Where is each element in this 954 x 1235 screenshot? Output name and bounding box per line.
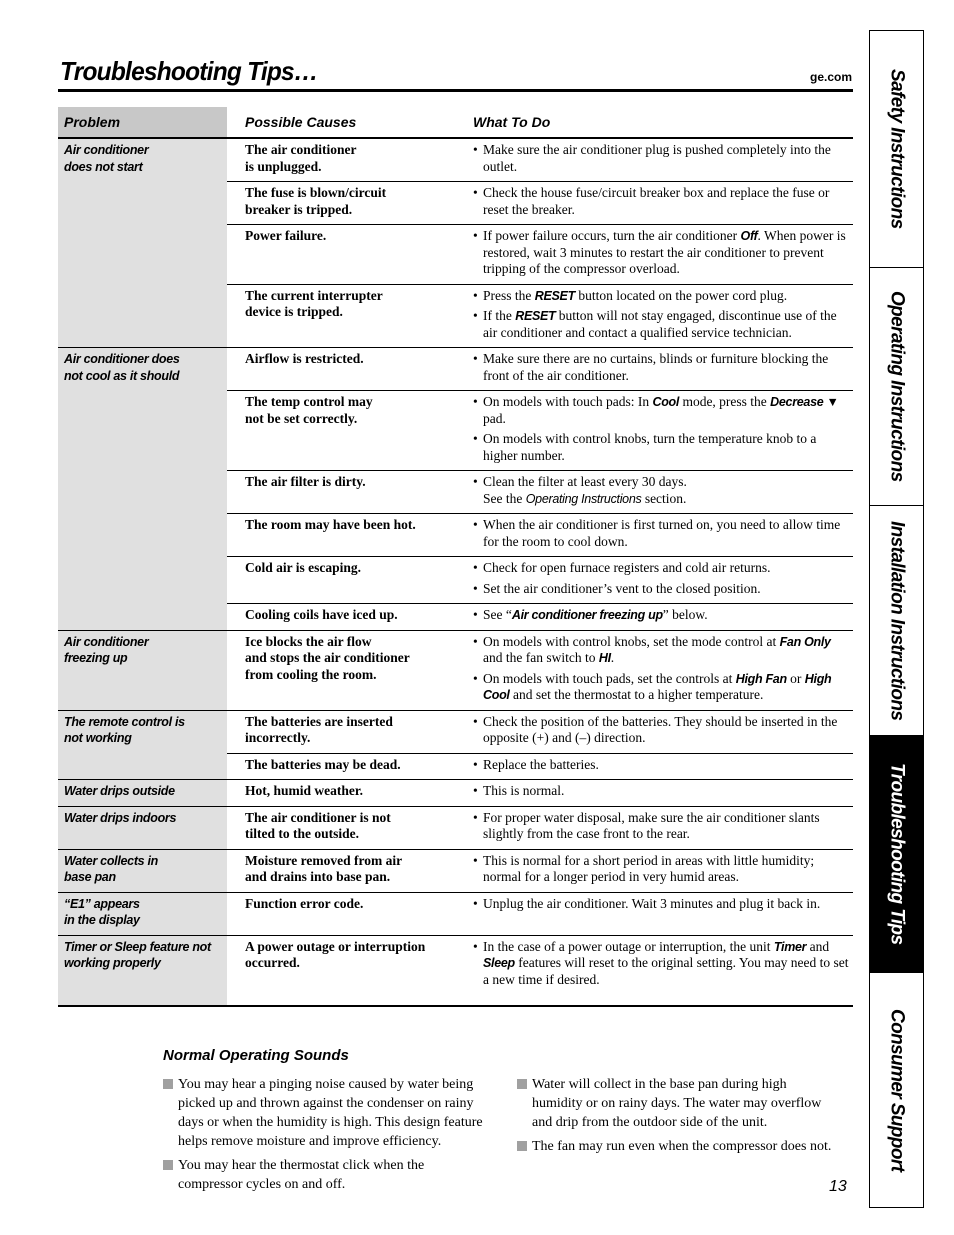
todo-item	[473, 474, 849, 507]
todo-keyword: RESET	[515, 309, 556, 323]
todo-text: section.	[641, 490, 687, 506]
tab-label: Consumer Support	[886, 1008, 908, 1172]
cause-text: Cooling coils have iced up.	[245, 607, 398, 622]
problem-cell	[58, 806, 227, 849]
tab-label: Operating Instructions	[886, 291, 908, 482]
section-tabs	[869, 30, 924, 1208]
todo-text: pad.	[483, 410, 506, 426]
column-header-problem: Problem	[58, 107, 227, 138]
todo-cell	[455, 753, 853, 780]
square-bullet-icon	[163, 1160, 173, 1170]
square-bullet-icon	[517, 1141, 527, 1151]
table-row	[58, 892, 853, 935]
todo-keyword: High Cool	[483, 671, 832, 702]
todo-text: If power failure occurs, turn the air conditioner	[483, 228, 741, 243]
todo-text: button will not stay engaged, discontinue use of the air conditioner and contact a qualified service technician.	[483, 308, 837, 340]
tab-label: Troubleshooting Tips	[886, 763, 908, 945]
todo-cell	[455, 471, 853, 514]
problem-text: Air conditioner freezing up	[64, 634, 149, 665]
todo-cell	[455, 630, 853, 710]
problem-cell	[58, 710, 227, 780]
troubleshooting-table	[58, 107, 853, 1007]
list-item	[517, 1137, 832, 1156]
todo-item: • When the air conditioner is first turned on, you need to allow time for the room to cool down.	[473, 517, 849, 550]
todo-cell	[455, 849, 853, 892]
square-bullet-icon	[517, 1079, 527, 1089]
cause-text: The batteries may be dead.	[245, 756, 401, 772]
todo-keyword: Timer	[773, 939, 807, 954]
table-row	[58, 849, 853, 892]
title-rule	[58, 89, 853, 92]
sounds-section-title: Normal Operating Sounds	[163, 1047, 349, 1064]
cause-text: The batteries are inserted incorrectly.	[245, 713, 393, 745]
todo-text: On models with control knobs, set the mode control at	[483, 633, 780, 649]
todo-item: • Unplug the air conditioner. Wait 3 minutes and plug it back in.	[473, 896, 849, 913]
problem-cell	[58, 138, 227, 348]
todo-item	[473, 939, 849, 989]
todo-item	[473, 634, 849, 667]
cause-cell	[227, 806, 455, 849]
cause-text: Airflow is restricted.	[245, 351, 364, 366]
tab-consumer-support[interactable]	[870, 973, 923, 1207]
todo-item	[473, 228, 849, 278]
table-row	[58, 806, 853, 849]
problem-text: Water drips outside	[64, 784, 175, 798]
problem-text: Air conditioner does not cool as it should	[64, 352, 180, 383]
sounds-column-left	[163, 1075, 485, 1199]
todo-keyword: High Fan	[735, 671, 787, 686]
todo-text: Clean the filter at least every 30 days.	[483, 474, 687, 489]
table-row	[58, 935, 853, 1006]
cause-text: Hot, humid weather.	[245, 783, 364, 798]
todo-item: • Replace the batteries.	[473, 757, 849, 774]
todo-keyword: Off	[740, 229, 758, 243]
problem-text: “E1” appears in the display	[64, 896, 140, 927]
todo-text: or	[786, 670, 805, 686]
table-row	[58, 138, 853, 182]
todo-cell	[455, 806, 853, 849]
todo-text: mode, press the	[679, 394, 771, 409]
cause-cell	[227, 471, 455, 514]
todo-cell	[455, 892, 853, 935]
todo-cell	[455, 284, 853, 348]
todo-item: • Check for open furnace registers and cold air returns.	[473, 560, 849, 577]
list-item	[163, 1075, 485, 1151]
todo-item: • Check the house fuse/circuit breaker box and replace the fuse or reset the breaker.	[473, 185, 849, 218]
cause-cell	[227, 780, 455, 807]
todo-cell	[455, 138, 853, 182]
problem-cell	[58, 630, 227, 710]
todo-text: button located on the power cord plug.	[574, 287, 788, 303]
cause-cell	[227, 710, 455, 753]
todo-cell	[455, 348, 853, 391]
cause-cell	[227, 225, 455, 285]
todo-reference: Operating Instructions	[525, 491, 642, 506]
todo-text: On models with touch pads, set the controls at	[483, 670, 736, 686]
problem-text: Air conditioner does not start	[64, 143, 149, 174]
problem-cell	[58, 935, 227, 1006]
cause-cell	[227, 892, 455, 935]
page-title: Troubleshooting Tips…	[60, 56, 318, 86]
todo-cell	[455, 604, 853, 631]
table-header-row	[58, 107, 853, 138]
problem-cell	[58, 348, 227, 631]
todo-item: • For proper water disposal, make sure the air conditioner slants slightly from the case front to the rear.	[473, 810, 849, 843]
todo-keyword: HI	[598, 651, 611, 665]
cause-text: The current interrupter device is tripped.	[245, 287, 383, 319]
todo-text: ” below.	[662, 607, 708, 622]
sound-text: Water will collect in the base pan during high humidity or on rainy days. The water may overflow and drip from the outdoor side of the unit.	[532, 1077, 822, 1130]
cause-text: The room may have been hot.	[245, 517, 416, 532]
todo-item	[473, 671, 849, 704]
todo-text: . When power is restored, wait 3 minutes to restart the air conditioner to prevent tripping of the compressor overload.	[483, 228, 846, 276]
cause-cell	[227, 557, 455, 604]
list-item	[517, 1075, 832, 1132]
cause-cell	[227, 753, 455, 780]
page-number: 13	[829, 1178, 847, 1195]
cause-text: A power outage or interruption occurred.	[245, 938, 426, 970]
problem-cell	[58, 780, 227, 807]
todo-keyword: Sleep	[483, 956, 515, 970]
tab-safety-instructions[interactable]	[870, 31, 923, 268]
site-url: ge.com	[809, 70, 852, 84]
sound-text: You may hear the thermostat click when the compressor cycles on and off.	[178, 1158, 425, 1192]
todo-text: features will reset to the original setting. You may need to set a new time if desired.	[483, 955, 849, 987]
todo-keyword: RESET	[534, 288, 575, 303]
problem-text: Timer or Sleep feature not working properly	[64, 939, 211, 970]
todo-item: • Make sure there are no curtains, blinds or furniture blocking the front of the air conditioner.	[473, 351, 849, 384]
cause-text: The fuse is blown/circuit breaker is tripped.	[245, 185, 387, 217]
tab-label: Safety Instructions	[886, 69, 908, 229]
cause-cell	[227, 935, 455, 1006]
cause-text: The temp control may not be set correctly.	[245, 394, 373, 426]
cause-cell	[227, 630, 455, 710]
list-item	[163, 1156, 485, 1194]
table-row	[58, 348, 853, 391]
todo-item: • On models with control knobs, turn the temperature knob to a higher number.	[473, 431, 849, 464]
todo-item	[473, 607, 849, 624]
todo-text: .	[610, 650, 615, 665]
cause-cell	[227, 604, 455, 631]
tab-operating-instructions[interactable]	[870, 268, 923, 506]
todo-cell	[455, 557, 853, 604]
todo-text: See “	[483, 607, 512, 622]
todo-cell	[455, 710, 853, 753]
cause-cell	[227, 182, 455, 225]
problem-cell	[58, 892, 227, 935]
column-header-todo: What To Do	[455, 107, 853, 138]
table-row	[58, 710, 853, 753]
todo-item: • Set the air conditioner’s vent to the closed position.	[473, 581, 849, 598]
todo-item: • Make sure the air conditioner plug is pushed completely into the outlet.	[473, 142, 849, 175]
problem-text: The remote control is not working	[64, 714, 185, 745]
todo-keyword: Decrease ▼	[770, 395, 839, 409]
problem-text: Water collects in base pan	[64, 853, 159, 884]
todo-keyword: Fan Only	[779, 634, 831, 649]
sound-text: You may hear a pinging noise caused by water being picked up and thrown against the condenser on rainy days or when the humidity is high. This design feature helps remove moisture and improve efficiency.	[178, 1077, 483, 1149]
todo-item	[473, 308, 849, 341]
table-row	[58, 780, 853, 807]
cause-text: Power failure.	[245, 228, 327, 243]
cause-cell	[227, 138, 455, 182]
todo-text: On models with touch pads: In	[483, 394, 653, 409]
todo-cell	[455, 514, 853, 557]
todo-cell	[455, 182, 853, 225]
todo-item: • This is normal.	[473, 783, 849, 800]
cause-cell	[227, 849, 455, 892]
cause-cell	[227, 348, 455, 391]
todo-item: • This is normal for a short period in areas with little humidity; normal for a longer period in very humid areas.	[473, 853, 849, 886]
problem-text: Water drips indoors	[64, 810, 177, 825]
table-row	[58, 630, 853, 710]
todo-keyword: Air conditioner freezing up	[511, 608, 663, 622]
todo-item: • Check the position of the batteries. They should be inserted in the opposite (+) and (–) direction.	[473, 714, 849, 747]
cause-text: The air conditioner is not tilted to the outside.	[245, 809, 391, 841]
todo-cell	[455, 935, 853, 1006]
todo-text: and the fan switch to	[483, 650, 599, 665]
todo-cell	[455, 225, 853, 285]
todo-item	[473, 394, 849, 427]
cause-cell	[227, 284, 455, 348]
todo-item	[473, 288, 849, 305]
todo-text: See the	[483, 490, 526, 506]
cause-cell	[227, 391, 455, 471]
tab-label: Installation Instructions	[886, 520, 908, 721]
cause-text: Ice blocks the air flow and stops the air conditioner from cooling the room.	[245, 633, 410, 682]
todo-cell	[455, 391, 853, 471]
cause-text: Moisture removed from air and drains into base pan.	[245, 852, 403, 884]
todo-text: In the case of a power outage or interruption, the unit	[483, 938, 774, 954]
todo-cell	[455, 780, 853, 807]
cause-text: Cold air is escaping.	[245, 560, 362, 575]
tab-troubleshooting-tips[interactable]	[870, 736, 923, 973]
square-bullet-icon	[163, 1079, 173, 1089]
problem-cell	[58, 849, 227, 892]
todo-text: and	[806, 938, 830, 954]
todo-text: and set the thermostat to a higher temperature.	[509, 687, 764, 702]
todo-text: If the	[483, 308, 516, 323]
cause-text: The air conditioner is unplugged.	[245, 142, 357, 174]
cause-text: The air filter is dirty.	[245, 474, 366, 489]
column-header-causes: Possible Causes	[227, 107, 455, 138]
cause-cell	[227, 514, 455, 557]
sound-text: The fan may run even when the compressor does not.	[532, 1139, 832, 1154]
sounds-column-right	[517, 1075, 832, 1161]
cause-text: Function error code.	[245, 895, 364, 911]
todo-text: Press the	[483, 287, 535, 303]
todo-keyword: Cool	[652, 395, 680, 409]
tab-installation-instructions[interactable]	[870, 506, 923, 736]
